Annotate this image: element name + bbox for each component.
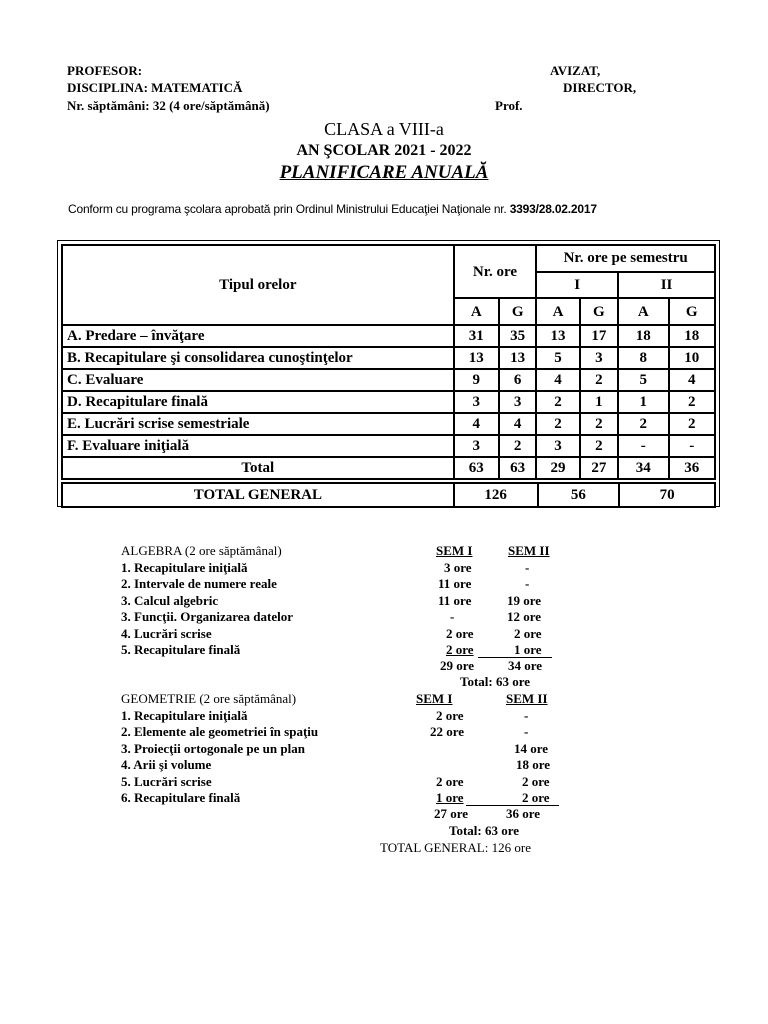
geometrie-sem2-header: SEM II: [506, 691, 548, 706]
profesor-label: PROFESOR:: [67, 63, 143, 78]
prof-label: Prof.: [495, 98, 523, 113]
algebra-sem2-header: SEM II: [508, 543, 550, 558]
total-general-sem2: 70: [619, 483, 715, 507]
cell: 4: [536, 369, 579, 391]
algebra-total: Total: 63 ore: [460, 674, 531, 689]
list-item: 5. Recapitulare finală: [121, 642, 241, 657]
geometrie-title: GEOMETRIE (2 ore săptămânal): [121, 691, 297, 706]
col-tip-orelor: Tipul orelor: [62, 245, 454, 325]
cell: 2: [499, 435, 536, 457]
disciplina-label: DISCIPLINA: MATEMATICĂ: [67, 80, 243, 95]
hours-table: [61, 244, 716, 480]
sub-a: A: [454, 298, 499, 325]
cell: 2: [580, 413, 618, 435]
list-item: 3. Funcţii. Organizarea datelor: [121, 609, 293, 624]
total-label: Total: [62, 457, 454, 479]
cell: 63: [454, 457, 499, 479]
list-item-s2: 1 ore: [514, 642, 542, 657]
cell: 10: [669, 347, 715, 369]
list-item: 1. Recapitulare iniţială: [121, 560, 248, 575]
list-item: 2. Elemente ale geometriei în spaţiu: [121, 724, 319, 739]
sub-a: A: [618, 298, 668, 325]
sub-g: G: [669, 298, 715, 325]
col-nr-ore: Nr. ore: [454, 245, 537, 298]
cell: 35: [499, 325, 536, 347]
cell: 3: [580, 347, 618, 369]
list-item: 4. Arii şi volume: [121, 757, 212, 772]
list-item-s2: 2 ore: [514, 626, 542, 641]
list-item-s2: 2 ore: [522, 774, 550, 789]
cell: -: [618, 435, 668, 457]
list-item-s1: 2 ore: [436, 774, 464, 789]
cell: 5: [618, 369, 668, 391]
cell: 6: [499, 369, 536, 391]
row-label: C. Evaluare: [62, 369, 454, 391]
geometrie-sum-s1: 27 ore: [434, 806, 469, 821]
row-label: A. Predare – învăţare: [62, 325, 454, 347]
cell: 2: [669, 413, 715, 435]
row-label: B. Recapitulare şi consolidarea cunoştinţelor: [62, 347, 454, 369]
list-item-s2: 14 ore: [514, 741, 549, 756]
ordin-number: 3393/28.02.2017: [509, 202, 597, 216]
cell: 3: [454, 391, 499, 413]
cell: 2: [618, 413, 668, 435]
list-item-s1: 2 ore: [446, 626, 474, 641]
sub-a: A: [536, 298, 579, 325]
geometrie-sem1-header: SEM I: [416, 691, 453, 706]
conform-body: Conform cu programa şcolara aprobată prin Ordinul Ministrului Educaţiei Naţionale nr.: [68, 202, 510, 216]
list-item-s2: -: [525, 576, 530, 591]
cell: 2: [580, 435, 618, 457]
list-item: 1. Recapitulare iniţială: [121, 708, 248, 723]
cell: 13: [454, 347, 499, 369]
algebra-sum-s2: 34 ore: [508, 658, 543, 673]
cell: 5: [536, 347, 579, 369]
list-item-s1: 2 ore: [446, 642, 474, 657]
cell: 2: [536, 391, 579, 413]
total-row: [62, 457, 715, 479]
total-general-nr: 126: [454, 483, 538, 507]
cell: 2: [580, 369, 618, 391]
col-sem-2: II: [618, 272, 715, 299]
cell: 36: [669, 457, 715, 479]
row-label: E. Lucrări scrise semestriale: [62, 413, 454, 435]
total-general-sem1: 56: [538, 483, 620, 507]
cell: 2: [669, 391, 715, 413]
list-item-s2: -: [524, 724, 529, 739]
list-item-s1: -: [450, 609, 455, 624]
avizat-label: AVIZAT,: [550, 63, 601, 78]
list-item: 6. Recapitulare finală: [121, 790, 241, 805]
cell: 1: [618, 391, 668, 413]
list-item: 2. Intervale de numere reale: [121, 576, 277, 591]
table-row: [62, 369, 715, 391]
col-sem-1: I: [536, 272, 618, 299]
cell: 17: [580, 325, 618, 347]
sub-g: G: [499, 298, 536, 325]
cell: 18: [618, 325, 668, 347]
cell: 34: [618, 457, 668, 479]
cell: 63: [499, 457, 536, 479]
cell: 9: [454, 369, 499, 391]
total-general-table: [61, 482, 716, 508]
list-item-s1: 22 ore: [430, 724, 465, 739]
conform-text: [68, 202, 597, 216]
list-item-s2: 12 ore: [507, 609, 542, 624]
algebra-title: ALGEBRA (2 ore săptămânal): [121, 543, 282, 558]
cell: 3: [499, 391, 536, 413]
table-row: [62, 435, 715, 457]
cell: 4: [669, 369, 715, 391]
cell: 27: [580, 457, 618, 479]
an-scolar-title: AN ŞCOLAR 2021 - 2022: [296, 142, 472, 159]
cell: 8: [618, 347, 668, 369]
table-row: [62, 413, 715, 435]
list-item: 5. Lucrări scrise: [121, 774, 212, 789]
clasa-title: CLASA a VIII-a: [324, 119, 444, 139]
cell: 3: [454, 435, 499, 457]
list-item-s1: 2 ore: [436, 708, 464, 723]
cell: 4: [499, 413, 536, 435]
cell: 29: [536, 457, 579, 479]
table-row: [62, 391, 715, 413]
cell: 3: [536, 435, 579, 457]
row-label: D. Recapitulare finală: [62, 391, 454, 413]
list-item-s2: 2 ore: [522, 790, 550, 805]
cell: 18: [669, 325, 715, 347]
list-item-s2: -: [525, 560, 530, 575]
list-item-s1: 3 ore: [444, 560, 472, 575]
planificare-title: PLANIFICARE ANUALĂ: [279, 162, 489, 183]
cell: -: [669, 435, 715, 457]
list-item: 4. Lucrări scrise: [121, 626, 212, 641]
cell: 13: [499, 347, 536, 369]
geometrie-total: Total: 63 ore: [449, 823, 520, 838]
algebra-sum-s1: 29 ore: [440, 658, 475, 673]
cell: 13: [536, 325, 579, 347]
algebra-sem1-header: SEM I: [436, 543, 473, 558]
saptamani-label: Nr. săptămâni: 32 (4 ore/săptămână): [67, 98, 270, 113]
cell: 31: [454, 325, 499, 347]
list-item-s2: -: [524, 708, 529, 723]
row-label: F. Evaluare iniţială: [62, 435, 454, 457]
list-item-s2: 19 ore: [507, 593, 542, 608]
sub-g: G: [580, 298, 618, 325]
list-item-s1: 1 ore: [436, 790, 464, 805]
director-label: DIRECTOR,: [563, 80, 637, 95]
list-item-s1: 11 ore: [438, 576, 472, 591]
table-row: [62, 325, 715, 347]
cell: 4: [454, 413, 499, 435]
list-item-s2: 18 ore: [516, 757, 551, 772]
cell: 2: [536, 413, 579, 435]
list-item: 3. Proiecţii ortogonale pe un plan: [121, 741, 305, 756]
total-general-label: TOTAL GENERAL: [62, 483, 454, 507]
list-item-s1: 11 ore: [438, 593, 472, 608]
geometrie-sum-s2: 36 ore: [506, 806, 541, 821]
table-row: [62, 347, 715, 369]
total-general-footer: TOTAL GENERAL: 126 ore: [380, 840, 531, 855]
cell: 1: [580, 391, 618, 413]
list-item: 3. Calcul algebric: [121, 593, 219, 608]
col-nr-ore-semestru: Nr. ore pe semestru: [536, 245, 715, 272]
